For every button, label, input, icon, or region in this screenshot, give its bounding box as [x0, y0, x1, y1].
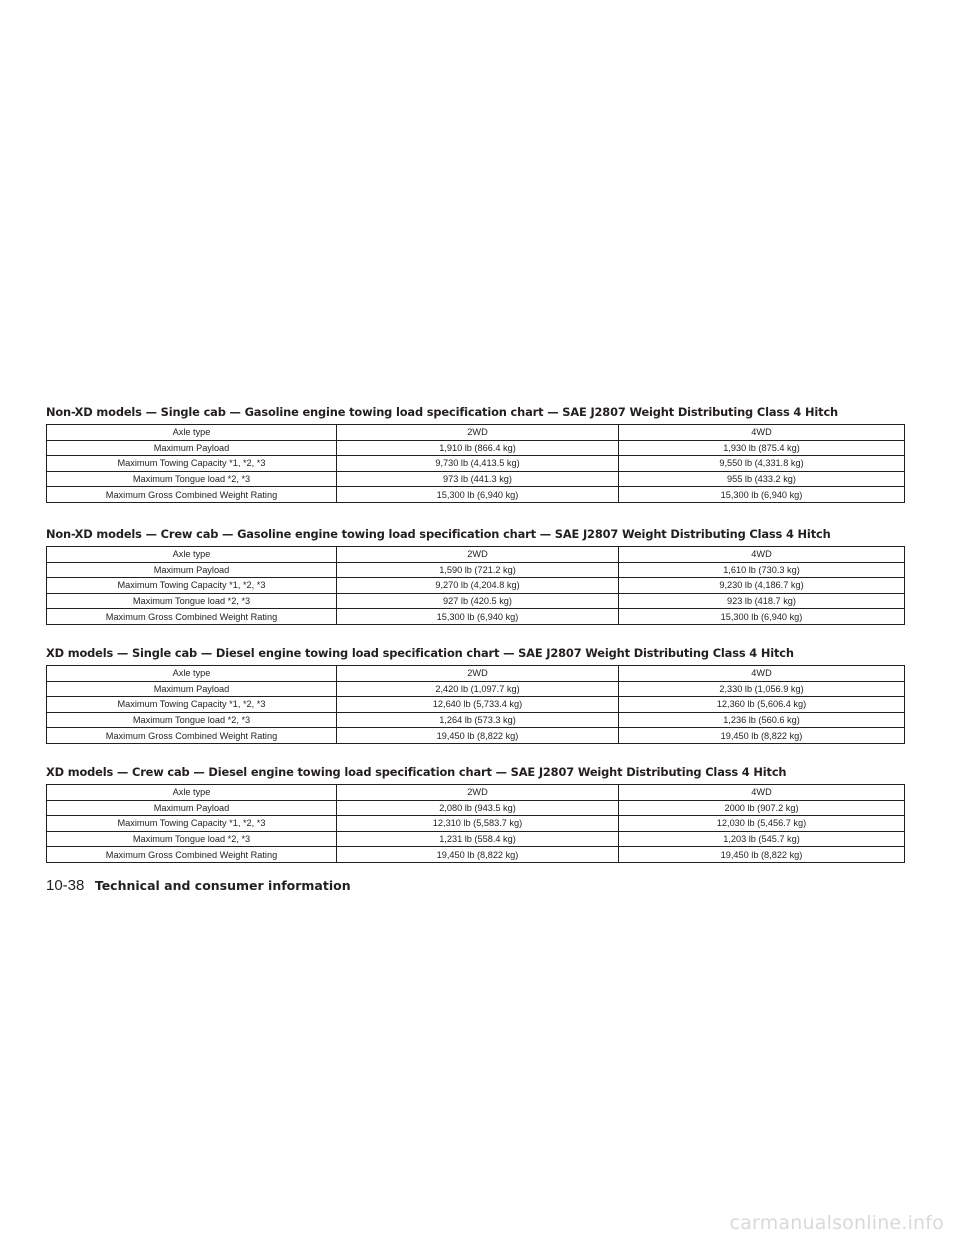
page-number: 10-38	[46, 877, 85, 894]
table-row	[47, 697, 905, 713]
table-row	[47, 847, 905, 863]
table-row	[47, 487, 905, 503]
value-2wd: 12,310 lb (5,583.7 kg)	[337, 816, 619, 832]
header-cell: 2WD	[337, 425, 619, 441]
value-2wd: 1,910 lb (866.4 kg)	[337, 440, 619, 456]
value-4wd: 923 lb (418.7 kg)	[619, 593, 905, 609]
value-4wd: 12,360 lb (5,606.4 kg)	[619, 697, 905, 713]
watermark: carmanualsonline.info	[729, 1212, 944, 1234]
row-label: Maximum Gross Combined Weight Rating	[47, 728, 337, 744]
chart-title: XD models — Crew cab — Diesel engine towing load specification chart — SAE J2807 Weight Distributing Class 4 Hitch	[46, 765, 787, 779]
value-4wd: 15,300 lb (6,940 kg)	[619, 609, 905, 625]
value-2wd: 9,270 lb (4,204.8 kg)	[337, 578, 619, 594]
value-4wd: 1,930 lb (875.4 kg)	[619, 440, 905, 456]
value-4wd: 15,300 lb (6,940 kg)	[619, 487, 905, 503]
value-4wd: 2000 lb (907.2 kg)	[619, 800, 905, 816]
value-2wd: 1,590 lb (721.2 kg)	[337, 562, 619, 578]
row-label: Maximum Payload	[47, 681, 337, 697]
value-4wd: 9,230 lb (4,186.7 kg)	[619, 578, 905, 594]
value-2wd: 1,264 lb (573.3 kg)	[337, 712, 619, 728]
table-header-row	[47, 666, 905, 682]
value-2wd: 15,300 lb (6,940 kg)	[337, 487, 619, 503]
row-label: Maximum Tongue load *2, *3	[47, 593, 337, 609]
table-row	[47, 456, 905, 472]
header-cell: 4WD	[619, 785, 905, 801]
row-label: Maximum Gross Combined Weight Rating	[47, 609, 337, 625]
spec-chart-4	[46, 764, 904, 860]
row-label: Maximum Towing Capacity *1, *2, *3	[47, 578, 337, 594]
value-4wd: 12,030 lb (5,456.7 kg)	[619, 816, 905, 832]
value-2wd: 2,080 lb (943.5 kg)	[337, 800, 619, 816]
page-footer	[46, 876, 351, 896]
spec-table	[46, 784, 905, 863]
table-row	[47, 712, 905, 728]
header-cell: 2WD	[337, 666, 619, 682]
value-2wd: 12,640 lb (5,733.4 kg)	[337, 697, 619, 713]
table-header-row	[47, 785, 905, 801]
value-2wd: 19,450 lb (8,822 kg)	[337, 728, 619, 744]
chart-title: Non-XD models — Crew cab — Gasoline engine towing load specification chart — SAE J2807 Weight Distributing Class 4 Hitch	[46, 527, 831, 541]
row-label: Maximum Tongue load *2, *3	[47, 471, 337, 487]
table-row	[47, 816, 905, 832]
table-row	[47, 578, 905, 594]
spec-table	[46, 424, 905, 503]
value-4wd: 1,203 lb (545.7 kg)	[619, 831, 905, 847]
table-row	[47, 728, 905, 744]
header-cell: Axle type	[47, 666, 337, 682]
table-header-row	[47, 425, 905, 441]
value-4wd: 2,330 lb (1,056.9 kg)	[619, 681, 905, 697]
table-row	[47, 593, 905, 609]
value-2wd: 15,300 lb (6,940 kg)	[337, 609, 619, 625]
section-title: Technical and consumer information	[94, 878, 351, 893]
value-4wd: 1,236 lb (560.6 kg)	[619, 712, 905, 728]
header-cell: 4WD	[619, 666, 905, 682]
value-2wd: 19,450 lb (8,822 kg)	[337, 847, 619, 863]
table-header-row	[47, 547, 905, 563]
row-label: Maximum Payload	[47, 562, 337, 578]
spec-chart-3	[46, 645, 904, 741]
row-label: Maximum Towing Capacity *1, *2, *3	[47, 697, 337, 713]
value-2wd: 973 lb (441.3 kg)	[337, 471, 619, 487]
header-cell: Axle type	[47, 425, 337, 441]
row-label: Maximum Towing Capacity *1, *2, *3	[47, 456, 337, 472]
value-4wd: 1,610 lb (730.3 kg)	[619, 562, 905, 578]
row-label: Maximum Payload	[47, 440, 337, 456]
row-label: Maximum Towing Capacity *1, *2, *3	[47, 816, 337, 832]
value-2wd: 1,231 lb (558.4 kg)	[337, 831, 619, 847]
header-cell: 2WD	[337, 547, 619, 563]
chart-title: XD models — Single cab — Diesel engine towing load specification chart — SAE J2807 Weight Distributing Class 4 Hitch	[46, 646, 794, 660]
table-row	[47, 562, 905, 578]
value-4wd: 19,450 lb (8,822 kg)	[619, 847, 905, 863]
row-label: Maximum Tongue load *2, *3	[47, 831, 337, 847]
table-row	[47, 831, 905, 847]
header-cell: Axle type	[47, 785, 337, 801]
spec-chart-1	[46, 404, 904, 500]
value-2wd: 9,730 lb (4,413.5 kg)	[337, 456, 619, 472]
spec-table	[46, 546, 905, 625]
header-cell: 4WD	[619, 425, 905, 441]
value-4wd: 9,550 lb (4,331.8 kg)	[619, 456, 905, 472]
header-cell: 4WD	[619, 547, 905, 563]
spec-table	[46, 665, 905, 744]
header-cell: 2WD	[337, 785, 619, 801]
row-label: Maximum Gross Combined Weight Rating	[47, 487, 337, 503]
value-4wd: 19,450 lb (8,822 kg)	[619, 728, 905, 744]
value-2wd: 927 lb (420.5 kg)	[337, 593, 619, 609]
row-label: Maximum Gross Combined Weight Rating	[47, 847, 337, 863]
table-row	[47, 471, 905, 487]
table-row	[47, 681, 905, 697]
row-label: Maximum Payload	[47, 800, 337, 816]
value-2wd: 2,420 lb (1,097.7 kg)	[337, 681, 619, 697]
table-row	[47, 609, 905, 625]
table-row	[47, 800, 905, 816]
table-row	[47, 440, 905, 456]
row-label: Maximum Tongue load *2, *3	[47, 712, 337, 728]
spec-chart-2	[46, 526, 904, 622]
value-4wd: 955 lb (433.2 kg)	[619, 471, 905, 487]
chart-title: Non-XD models — Single cab — Gasoline engine towing load specification chart — SAE J2807 Weight Distributing Class 4 Hitch	[46, 405, 839, 419]
header-cell: Axle type	[47, 547, 337, 563]
